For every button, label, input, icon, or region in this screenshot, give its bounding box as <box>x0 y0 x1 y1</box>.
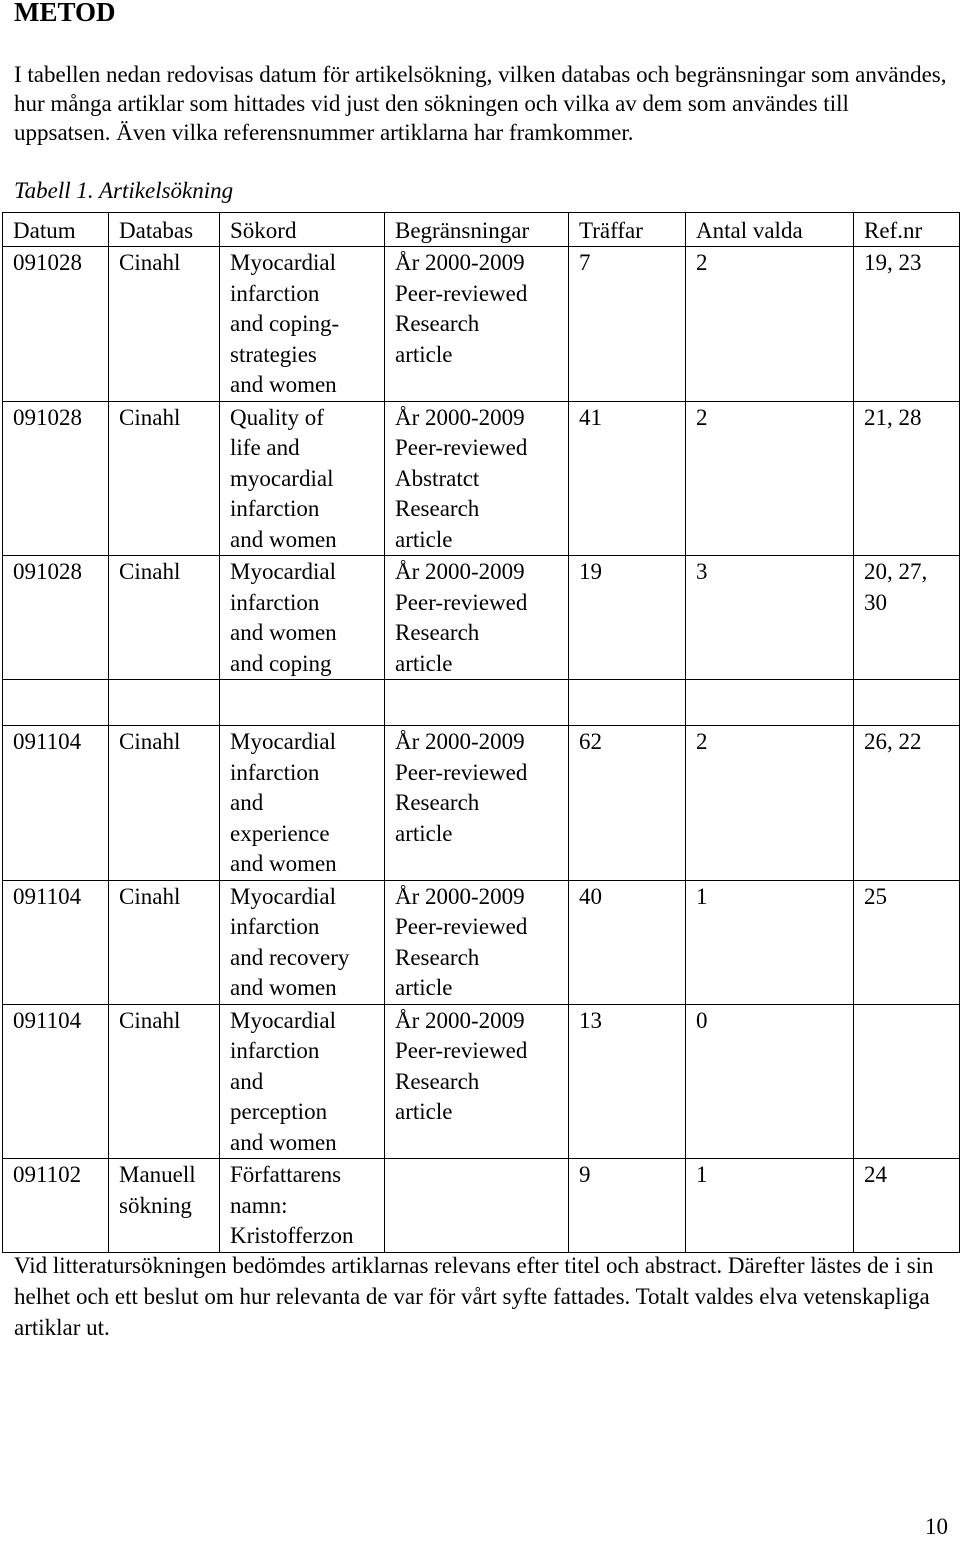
cell-database: Manuell sökning <box>109 1159 220 1253</box>
cell-line: Myocardial <box>230 1007 337 1033</box>
cell-selected: 0 <box>686 1004 854 1159</box>
cell-line: infarction <box>230 589 320 615</box>
cell-line: and recovery <box>230 944 350 970</box>
cell-line: and women <box>230 1129 337 1155</box>
cell-line: and women <box>230 526 337 552</box>
header-database: Databas <box>109 213 220 247</box>
spacer-cell <box>109 680 220 726</box>
cell-limits <box>385 726 569 881</box>
header-selected: Antal valda <box>686 213 854 247</box>
cell-keywords <box>220 1004 385 1159</box>
cell-database: Cinahl <box>109 880 220 1004</box>
cell-hits: 62 <box>569 726 686 881</box>
spacer-cell <box>220 680 385 726</box>
cell-line: Myocardial <box>230 250 337 275</box>
cell-line: and coping- <box>230 311 340 336</box>
table-header-row <box>3 213 960 247</box>
cell-date: 091104 <box>3 1004 109 1159</box>
cell-database: Cinahl <box>109 1004 220 1159</box>
cell-date: 091102 <box>3 1159 109 1253</box>
cell-line: År 2000-2009 <box>395 559 525 584</box>
table-row <box>3 401 960 556</box>
cell-line: Abstratct <box>395 465 480 491</box>
cell-line: article <box>395 526 453 552</box>
cell-line: Research <box>395 496 480 521</box>
cell-line: article <box>395 975 453 1000</box>
cell-line: Peer-reviewed <box>395 435 528 460</box>
cell-selected: 2 <box>686 726 854 881</box>
cell-refs <box>854 1004 960 1159</box>
cell-keywords <box>220 1159 385 1253</box>
table-row <box>3 880 960 1004</box>
cell-selected: 2 <box>686 401 854 556</box>
cell-hits: 13 <box>569 1004 686 1159</box>
cell-line: article <box>395 820 453 846</box>
table-row <box>3 1159 960 1253</box>
cell-keywords <box>220 247 385 402</box>
cell-line: strategies <box>230 341 317 367</box>
cell-line: Peer-reviewed <box>395 280 528 306</box>
spacer-cell <box>385 680 569 726</box>
cell-line: article <box>395 1099 453 1124</box>
spacer-cell <box>569 680 686 726</box>
cell-line: Myocardial <box>230 729 337 754</box>
header-date: Datum <box>3 213 109 247</box>
cell-line: Peer-reviewed <box>395 1038 528 1063</box>
cell-date: 091028 <box>3 401 109 556</box>
cell-line: article <box>395 650 453 676</box>
spacer-cell <box>854 680 960 726</box>
cell-limits <box>385 1004 569 1159</box>
cell-selected: 1 <box>686 880 854 1004</box>
cell-line: Peer-reviewed <box>395 759 528 785</box>
table-row <box>3 247 960 402</box>
table-row <box>3 726 960 881</box>
cell-hits: 41 <box>569 401 686 556</box>
cell-date: 091028 <box>3 556 109 680</box>
cell-line: År 2000-2009 <box>395 250 525 275</box>
cell-line: experience <box>230 820 330 846</box>
cell-line: Research <box>395 790 480 815</box>
cell-hits: 7 <box>569 247 686 402</box>
cell-refs: 20, 27, 30 <box>854 556 960 680</box>
closing-paragraph: Vid litteratursökningen bedömdes artiklarnas relevans efter titel och abstract. Därefter lästes de i sin helhet och ett beslut om hur relevanta de var för vårt syfte fattades. Totalt valdes elva vetenskapliga artiklar ut. <box>14 1253 934 1340</box>
cell-line: and women <box>230 620 337 645</box>
cell-keywords <box>220 726 385 881</box>
cell-line: Peer-reviewed <box>395 589 528 615</box>
cell-date: 091104 <box>3 726 109 881</box>
table-caption: Tabell 1. Artikelsökning <box>14 178 234 203</box>
cell-line: article <box>395 341 453 367</box>
cell-limits <box>385 880 569 1004</box>
cell-limits <box>385 401 569 556</box>
cell-selected: 2 <box>686 247 854 402</box>
cell-line: and women <box>230 851 337 876</box>
cell-selected: 1 <box>686 1159 854 1253</box>
cell-keywords <box>220 880 385 1004</box>
cell-hits: 9 <box>569 1159 686 1253</box>
cell-line: Research <box>395 311 480 336</box>
cell-line: perception <box>230 1099 328 1124</box>
cell-line: and women <box>230 372 337 397</box>
cell-line: infarction <box>230 280 320 306</box>
cell-database: Cinahl <box>109 726 220 881</box>
cell-hits: 40 <box>569 880 686 1004</box>
cell-line: and <box>230 790 264 815</box>
cell-line: År 2000-2009 <box>395 883 525 909</box>
spacer-cell <box>686 680 854 726</box>
section-heading: METOD <box>14 0 116 27</box>
cell-limits <box>385 556 569 680</box>
cell-line: Peer-reviewed <box>395 914 528 939</box>
table-row <box>3 1004 960 1159</box>
cell-line: infarction <box>230 1038 320 1063</box>
cell-database: Cinahl <box>109 247 220 402</box>
cell-line: Myocardial <box>230 559 337 584</box>
cell-limits <box>385 247 569 402</box>
cell-keywords <box>220 401 385 556</box>
cell-database: Cinahl <box>109 556 220 680</box>
page-number: 10 <box>925 1514 948 1539</box>
cell-line: and <box>230 1068 264 1094</box>
cell-line: År 2000-2009 <box>395 1007 525 1033</box>
cell-refs: 24 <box>854 1159 960 1253</box>
table-row <box>3 556 960 680</box>
cell-line: life and <box>230 435 300 460</box>
header-keywords: Sökord <box>220 213 385 247</box>
cell-line: infarction <box>230 759 320 785</box>
table-body <box>3 247 960 1253</box>
cell-line: Quality of <box>230 404 324 430</box>
cell-database: Cinahl <box>109 401 220 556</box>
cell-line: Kristofferzon <box>230 1223 354 1248</box>
cell-hits: 19 <box>569 556 686 680</box>
cell-line: År 2000-2009 <box>395 404 525 430</box>
cell-line: infarction <box>230 914 320 939</box>
cell-limits <box>385 1159 569 1253</box>
header-limits: Begränsningar <box>385 213 569 247</box>
cell-date: 091104 <box>3 880 109 1004</box>
cell-refs: 25 <box>854 880 960 1004</box>
cell-selected: 3 <box>686 556 854 680</box>
cell-line: Myocardial <box>230 883 337 909</box>
spacer-cell <box>3 680 109 726</box>
cell-line: Research <box>395 944 480 970</box>
header-refs: Ref.nr <box>854 213 960 247</box>
cell-line: myocardial <box>230 465 334 491</box>
header-hits: Träffar <box>569 213 686 247</box>
cell-line: namn: <box>230 1192 288 1218</box>
table-spacer-row <box>3 680 960 726</box>
cell-refs: 21, 28 <box>854 401 960 556</box>
cell-date: 091028 <box>3 247 109 402</box>
search-results-table <box>2 212 960 1253</box>
intro-paragraph: I tabellen nedan redovisas datum för artikelsökning, vilken databas och begränsningar som användes, hur många artiklar som hittades vid just den sökningen och vilka av dem som användes till uppsatsen. Även vilka referensnummer artiklarna har framkommer. <box>14 62 947 145</box>
cell-line: and women <box>230 975 337 1000</box>
cell-line: Research <box>395 620 480 645</box>
cell-line: Författarens <box>230 1162 342 1187</box>
cell-refs: 26, 22 <box>854 726 960 881</box>
cell-line: Research <box>395 1068 480 1094</box>
cell-refs: 19, 23 <box>854 247 960 402</box>
cell-line: År 2000-2009 <box>395 729 525 754</box>
cell-line: infarction <box>230 496 320 521</box>
cell-line: and coping <box>230 650 332 676</box>
cell-keywords <box>220 556 385 680</box>
